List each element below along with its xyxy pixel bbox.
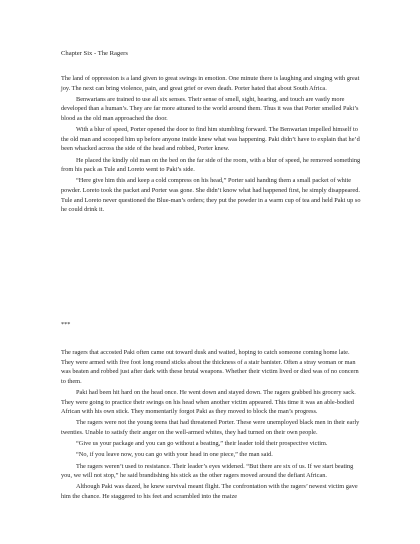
paragraph: “No, if you leave now, you can go with your head in one piece,” the man said.: [76, 451, 273, 459]
section-two: [61, 348, 361, 503]
paragraph: The ragers weren’t used to resistance. Their leader’s eyes widened. “But there are six of us. If we start beating you, we will not stop,” he said brandishing his stick as the other ragers moved around the defiant African.: [61, 462, 354, 480]
chapter-heading: Chapter Six - The Ragers: [61, 50, 128, 57]
paragraph: Paki had been hit hard on the head once. He went down and stayed down. The ragers grabbed his grocery sack. They were going to practice their swings on his head when another victim appeared. This time it was an able-bodied African with his own stick. They momentarily forgot Paki as they moved to block the man’s progress.: [61, 388, 356, 416]
paragraph: Benwarians are trained to use all six senses. Their sense of smell, sight, hearing, and touch are vastly more developed than a human’s. They are far more attuned to the world around them. Thus it was that Porter smelled Paki’s blood as the old man approached the door.: [61, 95, 359, 122]
paragraph: “Here give him this and keep a cold compress on his head,” Porter said handing them a small packet of white powder. Loreto took the packet and Porter was gone. She didn’t know what had happened first, he simply disappeared. Tule and Loreto never questioned the Blue-man’s orders; they put the powder in a warm cup of tea and held Paki up so he could drink it.: [61, 177, 361, 214]
paragraph: With a blur of speed, Porter opened the door to find him stumbling forward. The Benwarian impelled himself to the old man and scooped him up before anyone inside knew what was happening. Paki didn’t have to explain that he’d been whacked across the side of the head and robbed, Porter knew.: [61, 126, 360, 153]
paragraph: He placed the kindly old man on the bed on the far side of the room, with a blur of speed, he removed something from his pack as Tule and Loreto went to Paki’s side.: [61, 156, 361, 174]
paragraph: “Give us your package and you can go without a beating,” their leader told their prospective victim.: [76, 440, 328, 448]
paragraph: The ragers that accosted Paki often came out toward dusk and waited, hoping to catch someone coming home late. They were armed with five foot long round sticks about the thickness of a stair banister. Often a stray woman or man was beaten and robbed just after dark with these brutal weapons. Whether their victim lived or died was of no concern to them.: [61, 349, 359, 385]
section-one: [61, 74, 361, 216]
section-separator: ***: [61, 321, 71, 328]
paragraph: The land of oppression is a land given to great swings in emotion. One minute there is laughing and singing with great joy. The next can bring violence, pain, and great grief or even death. Porter hated that about South Africa.: [61, 75, 360, 92]
paragraph: Although Paki was dazed, he knew survival meant flight. The confrontation with the ragers’ newest victim gave him the chance. He staggered to his feet and scrambled into the maize: [61, 483, 358, 500]
paragraph: The ragers were not the young teens that had threatened Porter. These were unemployed black men in their early twenties. Unable to satisfy their anger on the well-armed whites, they had turned on their own people.: [61, 419, 360, 436]
